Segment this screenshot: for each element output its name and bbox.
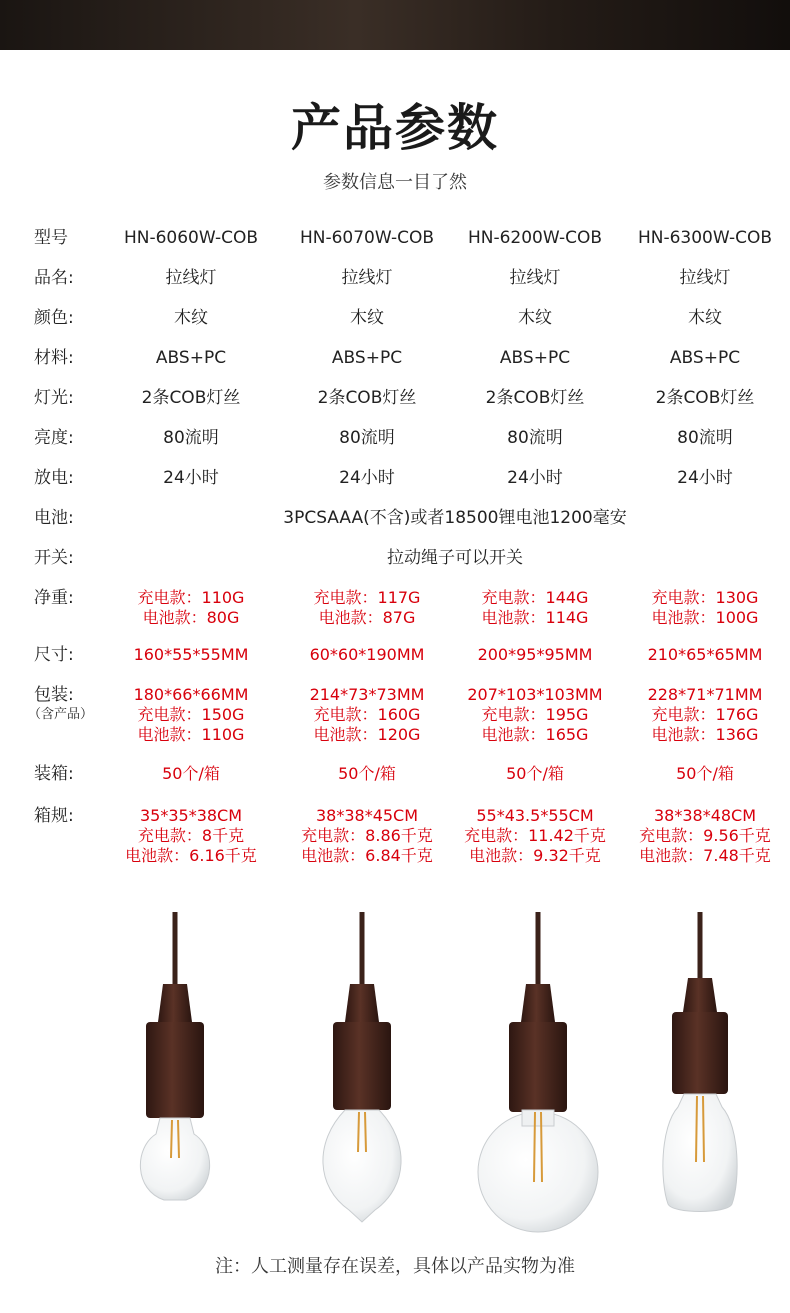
table-cell: 木纹 (174, 308, 208, 328)
table-cell: 2条COB灯丝 (141, 388, 241, 408)
row-label: 亮度: (34, 428, 74, 448)
table-cell: 210*65*65MM (647, 645, 763, 664)
row-label (28, 685, 94, 725)
page-subtitle: 参数信息一目了然 (323, 172, 467, 193)
page-title: 产品参数 (291, 99, 499, 157)
table-cell: HN-6060W-COB (123, 228, 259, 248)
table-cell: 50个/箱 (338, 764, 396, 783)
table-cell: 35*35*38CM 充电款：8千克 电池款：6.16千克 (125, 806, 257, 865)
lamp-edison-bulb-icon (663, 912, 737, 1212)
table-cell: 50个/箱 (676, 764, 734, 783)
row-label: 灯光: (34, 388, 74, 408)
table-cell: 60*60*190MM (309, 645, 425, 664)
table-cell: 80流明 (339, 428, 395, 448)
row-label: 品名: (34, 268, 74, 288)
table-cell: 木纹 (518, 308, 552, 328)
row-label-main: 包装: (34, 685, 74, 705)
table-cell: 38*38*48CM 充电款：9.56千克 电池款：7.48千克 (639, 806, 771, 865)
table-cell: 80流明 (507, 428, 563, 448)
lamp-globe-bulb-icon (478, 912, 598, 1232)
table-cell: 拉线灯 (509, 268, 561, 288)
table-cell: 24小时 (677, 468, 733, 488)
table-cell: 拉线灯 (679, 268, 731, 288)
table-cell: 80流明 (677, 428, 733, 448)
table-cell: ABS+PC (499, 348, 571, 368)
table-cell: 180*66*66MM 充电款：150G 电池款：110G (133, 685, 249, 744)
table-cell: 拉线灯 (165, 268, 217, 288)
row-label: 装箱: (34, 764, 74, 784)
table-cell: 充电款：130G 电池款：100G (651, 588, 759, 627)
table-cell: 木纹 (688, 308, 722, 328)
lamp-a-bulb-icon (140, 912, 209, 1200)
table-cell: 24小时 (507, 468, 563, 488)
table-cell: 207*103*103MM 充电款：195G 电池款：165G (467, 685, 603, 744)
row-label: 尺寸: (34, 645, 74, 665)
table-cell: 50个/箱 (162, 764, 220, 783)
table-cell: 2条COB灯丝 (655, 388, 755, 408)
table-cell: HN-6200W-COB (467, 228, 603, 248)
table-cell: 200*95*95MM (477, 645, 593, 664)
row-label: 电池: (34, 508, 74, 528)
table-span-cell: 拉动绳子可以开关 (387, 548, 523, 568)
table-cell: 充电款：110G 电池款：80G (137, 588, 245, 627)
top-photo-band (0, 0, 790, 50)
table-cell: ABS+PC (331, 348, 403, 368)
row-label: 型号 (34, 228, 68, 248)
table-cell: 2条COB灯丝 (317, 388, 417, 408)
product-lamps-image (0, 912, 790, 1242)
table-cell: 充电款：144G 电池款：114G (481, 588, 589, 627)
row-label: 材料: (34, 348, 74, 368)
table-cell: HN-6300W-COB (637, 228, 773, 248)
lamps-illustration (0, 912, 790, 1242)
table-cell: 24小时 (339, 468, 395, 488)
row-label: 放电: (34, 468, 74, 488)
table-cell: 24小时 (163, 468, 219, 488)
table-cell: HN-6070W-COB (299, 228, 435, 248)
row-sublabel: （含产品） (28, 707, 94, 722)
table-cell: 55*43.5*55CM 充电款：11.42千克 电池款：9.32千克 (464, 806, 606, 865)
row-label: 净重: (34, 588, 74, 608)
table-cell: 38*38*45CM 充电款：8.86千克 电池款：6.84千克 (301, 806, 433, 865)
row-label: 开关: (34, 548, 74, 568)
table-cell: 充电款：117G 电池款：87G (313, 588, 421, 627)
footer-note: 注：人工测量存在误差，具体以产品实物为准 (215, 1256, 575, 1277)
row-label: 颜色: (34, 308, 74, 328)
table-cell: 2条COB灯丝 (485, 388, 585, 408)
table-cell: ABS+PC (155, 348, 227, 368)
row-label: 箱规: (34, 806, 74, 826)
table-cell: 214*73*73MM 充电款：160G 电池款：120G (309, 685, 425, 744)
table-span-cell: 3PCSAAA(不含)或者18500锂电池1200毫安 (283, 508, 627, 528)
table-cell: ABS+PC (669, 348, 741, 368)
table-cell: 80流明 (163, 428, 219, 448)
table-cell: 228*71*71MM 充电款：176G 电池款：136G (647, 685, 763, 744)
table-cell: 拉线灯 (341, 268, 393, 288)
table-cell: 160*55*55MM (133, 645, 249, 664)
lamp-candle-bulb-icon (323, 912, 401, 1222)
table-cell: 50个/箱 (506, 764, 564, 783)
table-cell: 木纹 (350, 308, 384, 328)
